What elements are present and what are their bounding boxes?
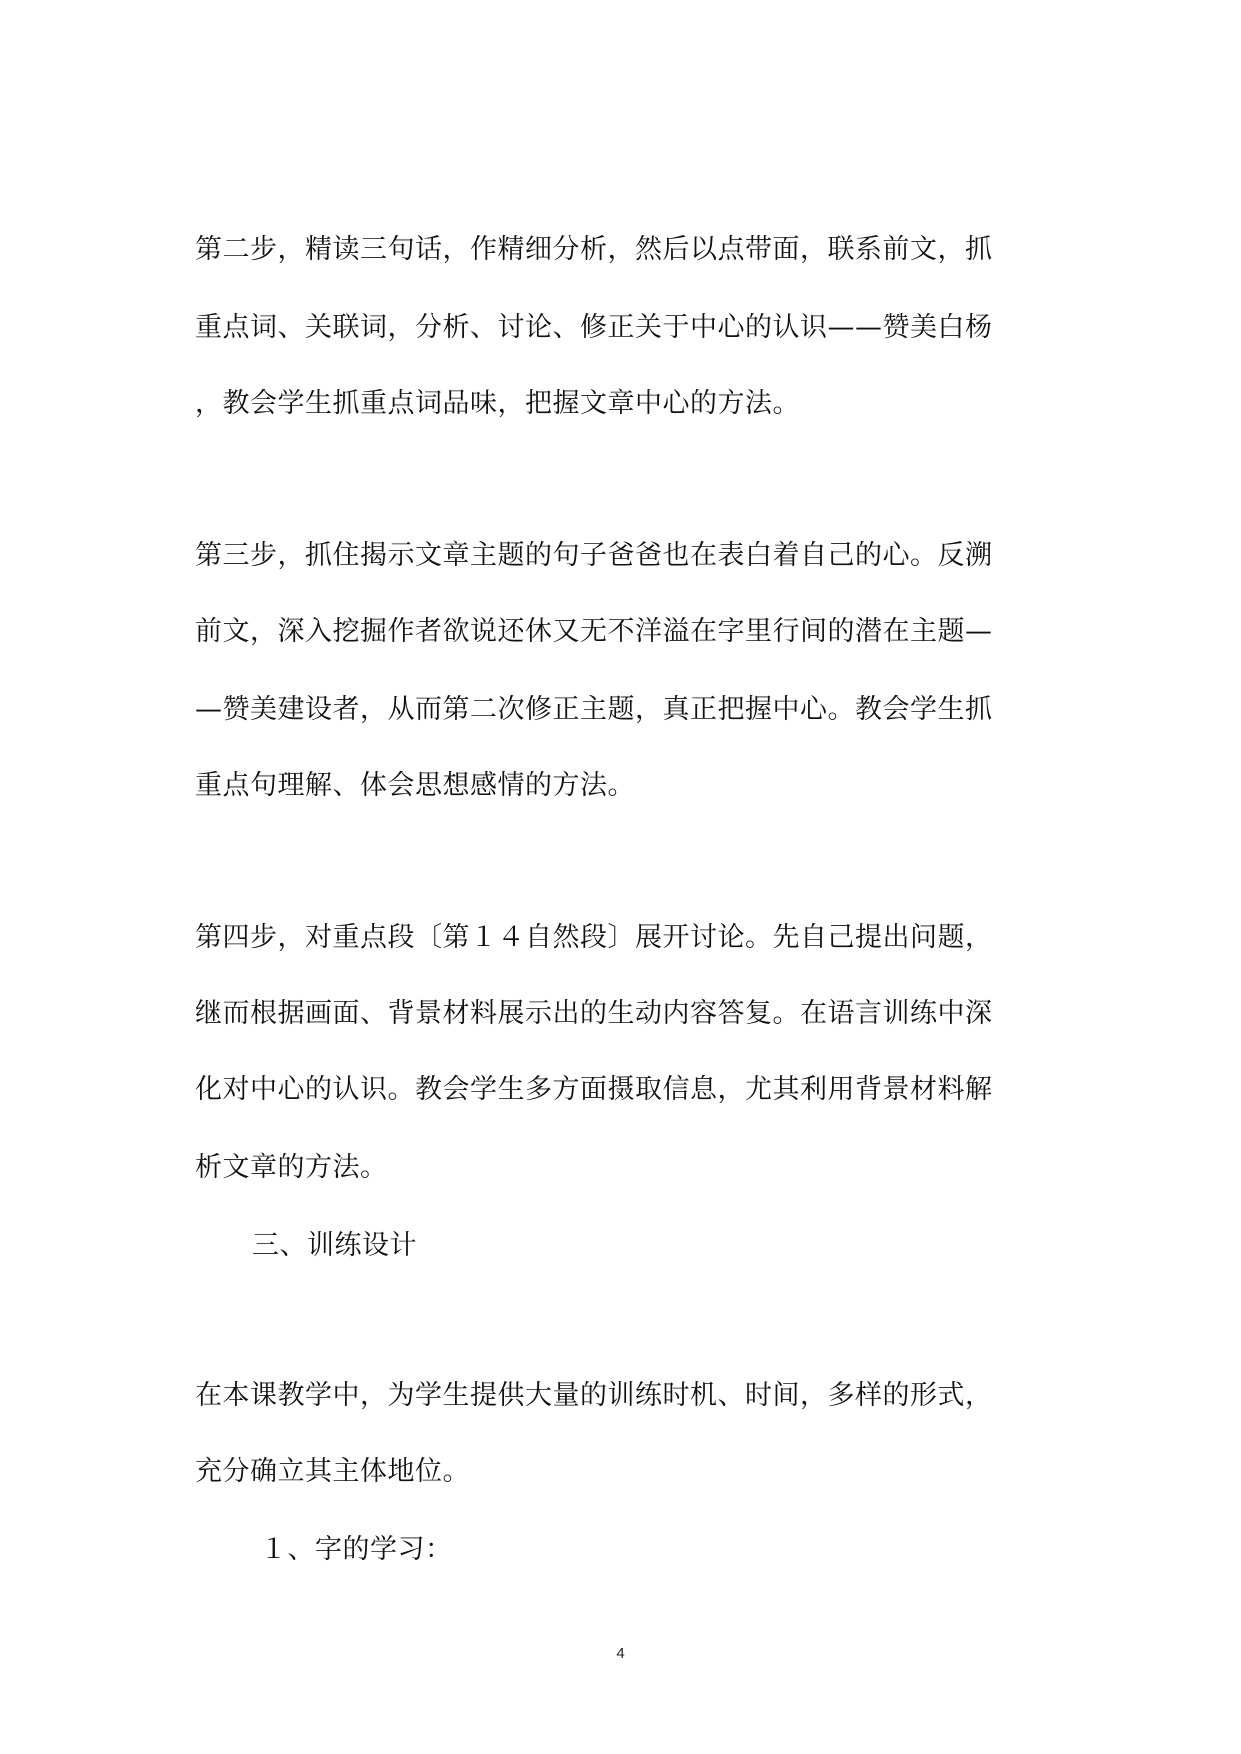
- paragraph-line: 第四步，对重点段〔第１４自然段〕展开讨论。先自己提出问题，: [195, 922, 993, 953]
- paragraph-line: 充分确立其主体地位。: [195, 1456, 470, 1487]
- paragraph-line: 第二步，精读三句话，作精细分析，然后以点带面，联系前文，抓: [195, 234, 993, 265]
- paragraph-line: 第三步，抓住揭示文章主题的句子爸爸也在表白着自己的心。反溯: [195, 540, 993, 571]
- paragraph-line: 化对中心的认识。教会学生多方面摄取信息，尤其利用背景材料解: [195, 1074, 993, 1105]
- paragraph-line: 析文章的方法。: [195, 1152, 388, 1183]
- page-number: 4: [616, 1645, 625, 1662]
- section-heading: 三、训练设计: [252, 1230, 417, 1261]
- paragraph-line: 在本课教学中，为学生提供大量的训练时机、时间，多样的形式，: [195, 1380, 993, 1411]
- paragraph-line: ，教会学生抓重点词品味，把握文章中心的方法。: [195, 388, 800, 419]
- paragraph-line: 继而根据画面、背景材料展示出的生动内容答复。在语言训练中深: [195, 998, 993, 1029]
- paragraph-line: —赞美建设者，从而第二次修正主题，真正把握中心。教会学生抓: [195, 694, 993, 725]
- paragraph-line: 前文，深入挖掘作者欲说还休又无不洋溢在字里行间的潜在主题—: [195, 616, 993, 647]
- subsection-heading: １、字的学习：: [260, 1534, 453, 1565]
- paragraph-line: 重点句理解、体会思想感情的方法。: [195, 770, 635, 801]
- paragraph-line: 重点词、关联词，分析、讨论、修正关于中心的认识——赞美白杨: [195, 312, 993, 343]
